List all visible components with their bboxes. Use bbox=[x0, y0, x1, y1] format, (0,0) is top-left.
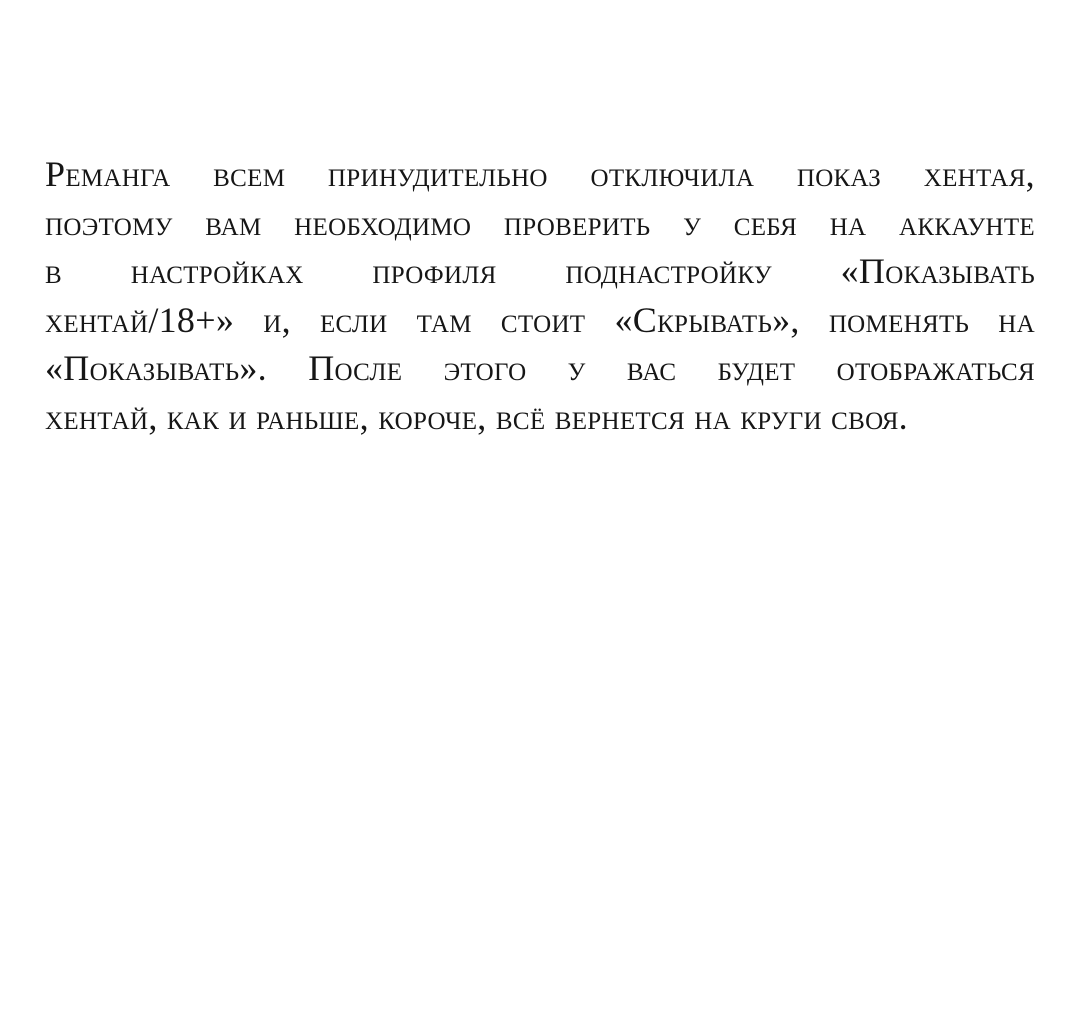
notice-line: хентай, как и раньше, короче, всё вернется на круги своя. bbox=[45, 396, 908, 437]
notice-line: «Показывать». После этого у вас будет отображаться bbox=[45, 348, 1035, 388]
notice-line: хентай/18+» и, если там стоит «Скрывать», поменять на bbox=[45, 299, 1035, 340]
notice-line: Реманга всем принудительно отключила показ хентая, bbox=[45, 154, 1035, 194]
notice-text-block bbox=[45, 150, 1035, 441]
notice-line: поэтому вам необходимо проверить у себя на аккаунте bbox=[45, 202, 1035, 243]
notice-line: в настройках профиля поднастройку «Показывать bbox=[45, 251, 1035, 291]
